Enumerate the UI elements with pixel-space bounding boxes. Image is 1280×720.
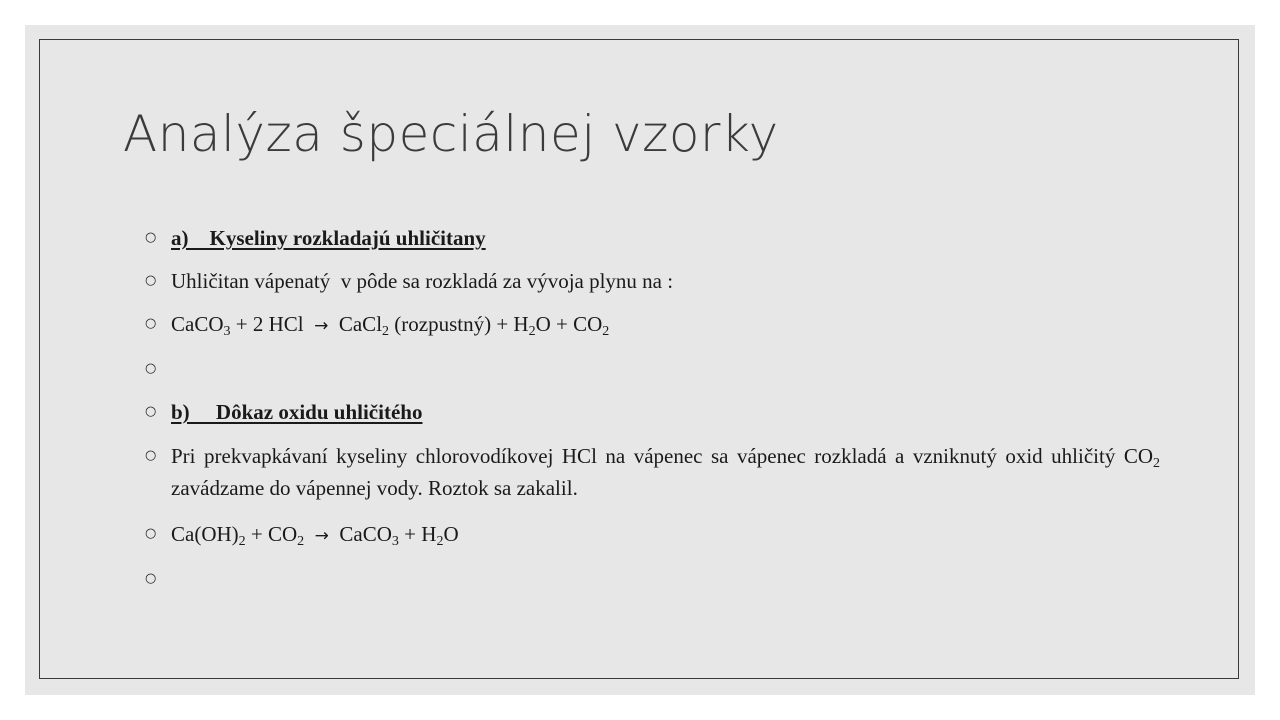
bullet-icon: ○ xyxy=(145,361,157,376)
text-1: Uhličitan vápenatý v pôde sa rozkladá za vývoja plynu na : xyxy=(171,269,674,293)
list-item-empty-2 xyxy=(145,566,1160,592)
bullet-icon: ○ xyxy=(145,571,157,586)
bullet-icon: ○ xyxy=(145,316,157,331)
list-item-equation-2 xyxy=(145,521,1160,549)
list-item-text-1 xyxy=(145,268,1160,294)
slide xyxy=(25,25,1255,695)
bullet-icon: ○ xyxy=(145,273,157,288)
bullet-icon: ○ xyxy=(145,448,157,463)
text-2: Pri prekvapkávaní kyseliny chlorovodíkovej HCl na vápenec sa vápenec rozkladá a vzniknutý oxid uhličitý $CO_2$ zavádzame do vápennej vody. Roztok sa zakalil. xyxy=(171,444,1160,500)
arrow-icon: → xyxy=(314,526,329,546)
equation-1: CaCO$_3$ + 2 HCl → CaCl$_2$ (rozpustný) + $H_2O + CO_2$ xyxy=(171,312,610,339)
heading-b: b) Dôkaz oxidu uhličitého xyxy=(171,400,423,424)
slide-title: Analýza špeciálnej vzorky xyxy=(123,105,779,163)
list-item-text-2 xyxy=(145,440,1160,504)
bullet-icon: ○ xyxy=(145,230,157,245)
list-item-equation-1 xyxy=(145,311,1160,339)
list-item-empty-1 xyxy=(145,356,1160,382)
heading-a: a) Kyseliny rozkladajú uhličitany xyxy=(171,226,486,250)
slide-content xyxy=(145,225,1160,609)
list-item-heading-b xyxy=(145,399,1160,425)
arrow-icon: → xyxy=(314,316,329,336)
bullet-icon: ○ xyxy=(145,526,157,541)
list-item-heading-a xyxy=(145,225,1160,251)
bullet-icon: ○ xyxy=(145,404,157,419)
equation-2: $Ca(OH)_2 + CO_2$ → CaCO$_3$ + $H_2O$ xyxy=(171,522,459,549)
